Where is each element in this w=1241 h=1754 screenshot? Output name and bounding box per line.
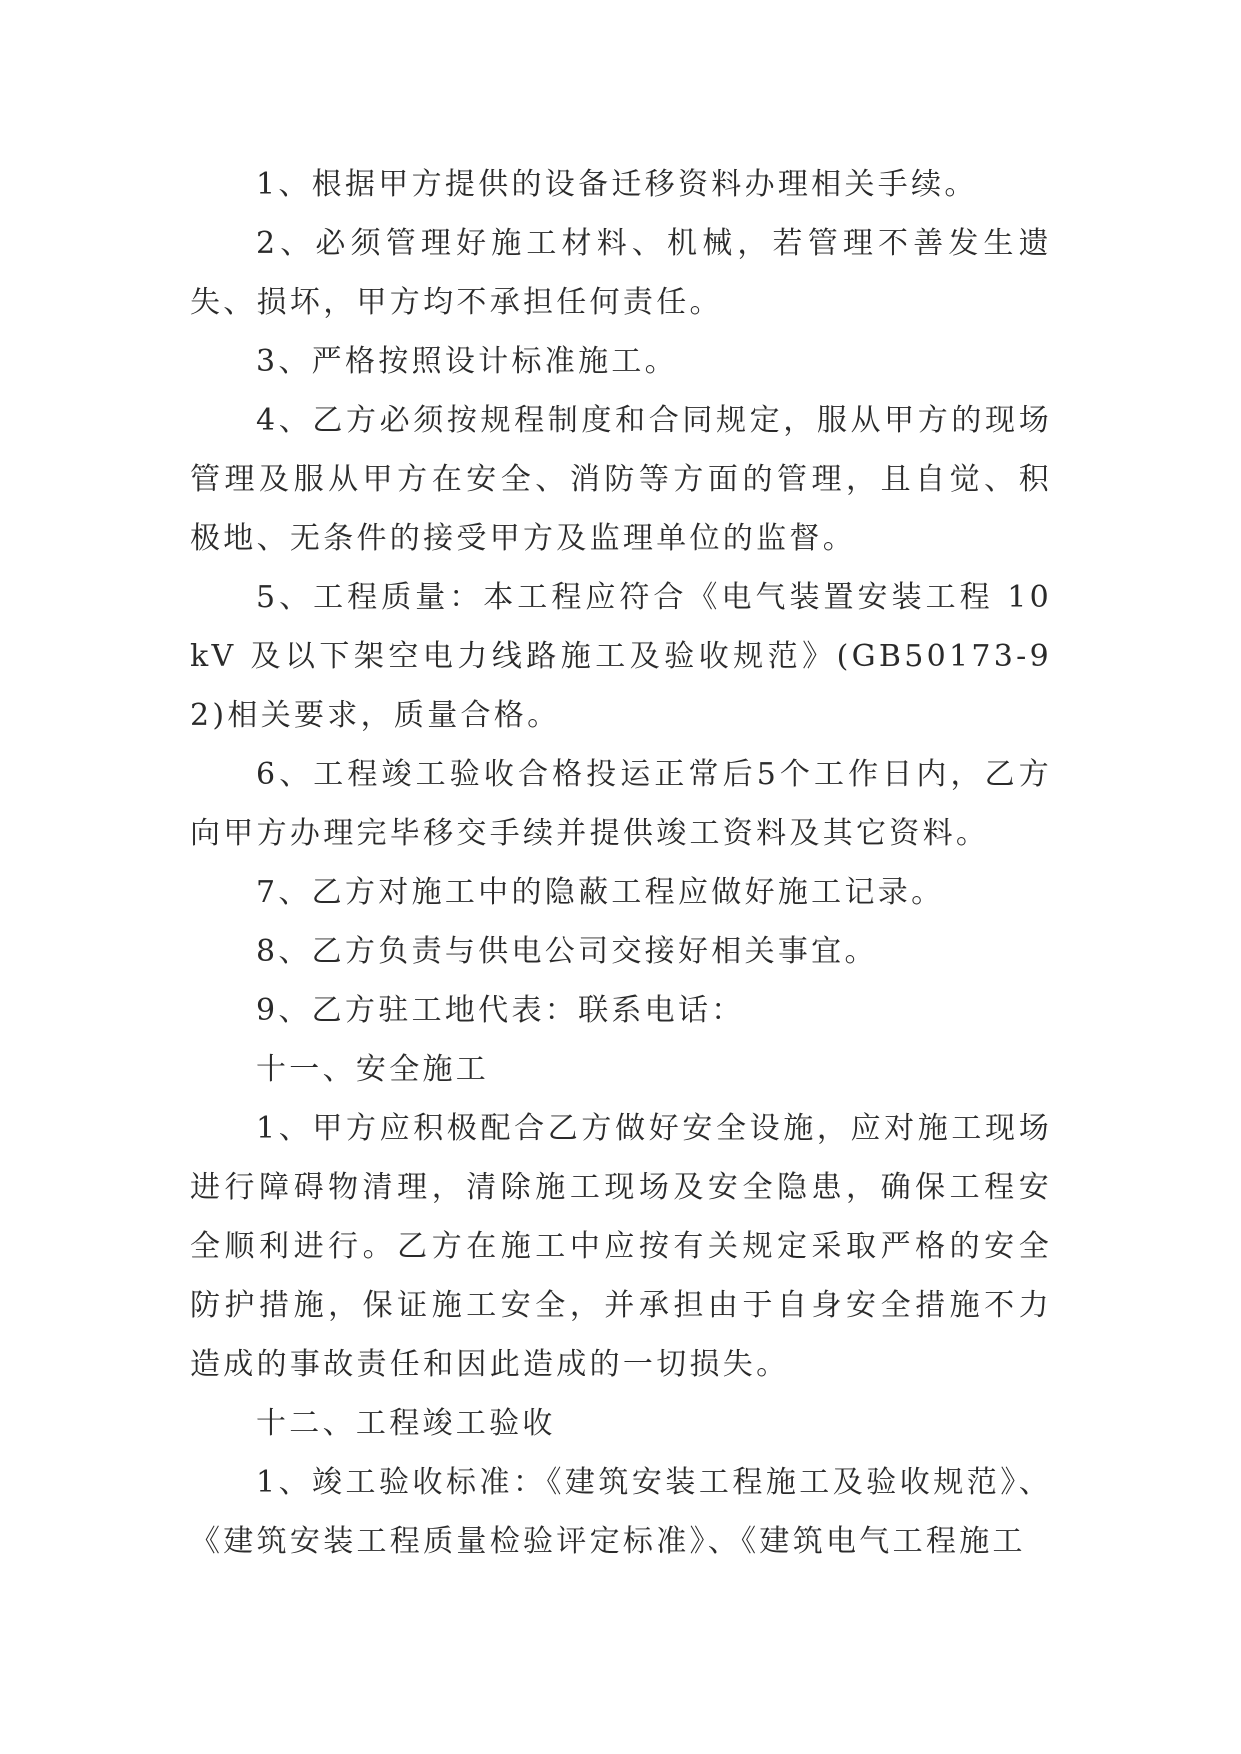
paragraph-safety-1: 1、甲方应积极配合乙方做好安全设施，应对施工现场进行障碍物清理，清除施工现场及安全隐患，确保工程安全顺利进行。乙方在施工中应按有关规定采取严格的安全防护措施，保证施工安全，并承担由于自身安全措施不力造成的事故责任和因此造成的一切损失。 xyxy=(190,1111,1052,1382)
paragraph-item-6: 6、工程竣工验收合格投运正常后5个工作日内，乙方向甲方办理完毕移交手续并提供竣工资料及其它资料。 xyxy=(190,757,1052,851)
section-heading-safety: 十一、安全施工 xyxy=(256,1052,490,1087)
section-heading-acceptance: 十二、工程竣工验收 xyxy=(256,1406,556,1441)
paragraph-item-3: 3、严格按照设计标准施工。 xyxy=(256,344,678,379)
paragraph-item-9: 9、乙方驻工地代表：联系电话： xyxy=(256,993,745,1028)
paragraph-item-5: 5、工程质量：本工程应符合《电气装置安装工程 10kV 及以下架空电力线路施工及验收规范》(GB50173-92)相关要求，质量合格。 xyxy=(190,580,1052,733)
paragraph-item-7: 7、乙方对施工中的隐蔽工程应做好施工记录。 xyxy=(256,875,945,910)
paragraph-item-4: 4、乙方必须按规程制度和合同规定，服从甲方的现场管理及服从甲方在安全、消防等方面的管理，且自觉、积极地、无条件的接受甲方及监理单位的监督。 xyxy=(190,403,1052,556)
paragraph-acceptance-1: 1、竣工验收标准：《建筑安装工程施工及验收规范》、《建筑安装工程质量检验评定标准》、《建筑电气工程施工 xyxy=(190,1465,1052,1559)
document-body xyxy=(190,155,1052,1571)
paragraph-item-8: 8、乙方负责与供电公司交接好相关事宜。 xyxy=(256,934,878,969)
paragraph-item-2: 2、必须管理好施工材料、机械，若管理不善发生遗失、损坏，甲方均不承担任何责任。 xyxy=(190,226,1052,320)
paragraph-item-1: 1、根据甲方提供的设备迁移资料办理相关手续。 xyxy=(256,167,978,202)
